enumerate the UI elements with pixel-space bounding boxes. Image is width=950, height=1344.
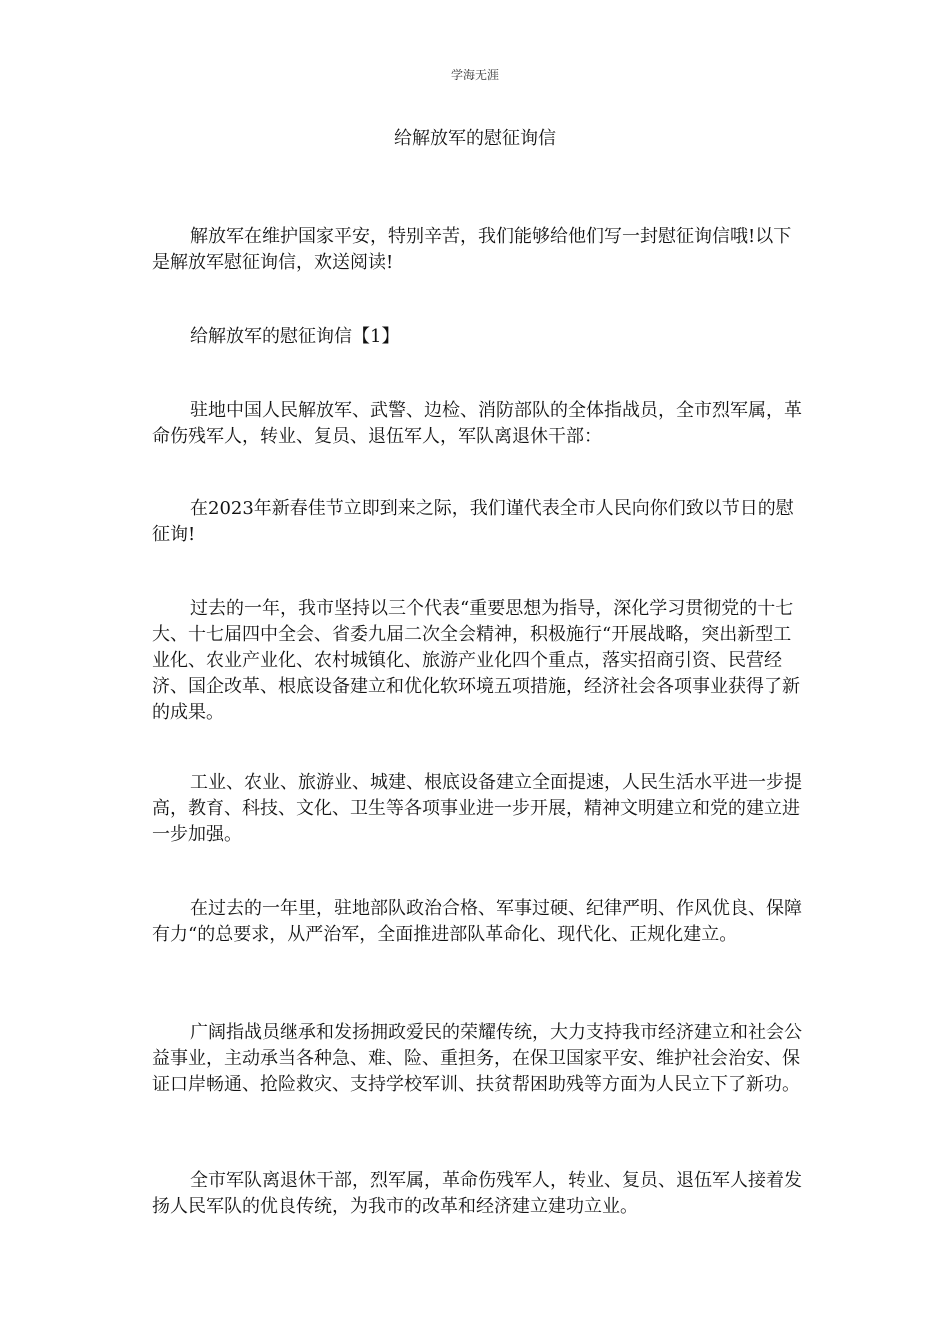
paragraph-intro: 解放军在维护国家平安，特别辛苦，我们能够给他们写一封慰征询信哦!以下是解放军慰征询信，欢送阅读! [152,226,792,273]
paragraph-greeting: 在2023年新春佳节立即到来之际，我们谨代表全市人民向你们致以节日的慰征询! [152,498,794,545]
paragraph-progress: 工业、农业、旅游业、城建、根底设备建立全面提速，人民生活水平进一步提高，教育、科技、文化、卫生等各项事业进一步开展，精神文明建立和党的建立进一步加强。 [152,772,802,845]
paragraph-troops: 在过去的一年里，驻地部队政治合格、军事过硬、纪律严明、作风优良、保障有力“的总要求，从严治军，全面推进部队革命化、现代化、正规化建立。 [152,898,802,945]
document-title: 给解放军的慰征询信 [394,128,556,149]
page-header: 学海无涯 [450,68,499,82]
paragraph-veterans: 全市军队离退休干部，烈军属，革命伤残军人，转业、复员、退伍军人接着发扬人民军队的优良传统，为我市的改革和经济建立建功立业。 [152,1170,802,1217]
paragraph-review: 过去的一年，我市坚持以三个代表“重要思想为指导，深化学习贯彻党的十七大、十七届四中全会、省委九届二次全会精神，积极施行“开展战略，突出新型工业化、农业产业化、农村城镇化、旅游产业化四个重点，落实招商引资、民营经济、国企改革、根底设备建立和优化软环境五项措施，经济社会各项事业获得了新的成果。 [152,598,800,723]
paragraph-contributions: 广阔指战员继承和发扬拥政爱民的荣耀传统，大力支持我市经济建立和社会公益事业，主动承当各种急、难、险、重担务，在保卫国家平安、维护社会治安、保证口岸畅通、抢险救灾、支持学校军训、扶贫帮困助残等方面为人民立下了新功。 [152,1022,802,1095]
paragraph-salutation: 驻地中国人民解放军、武警、边检、消防部队的全体指战员，全市烈军属，革命伤残军人，转业、复员、退伍军人，军队离退休干部： [152,400,802,447]
section-heading: 给解放军的慰征询信【1】 [190,326,400,347]
